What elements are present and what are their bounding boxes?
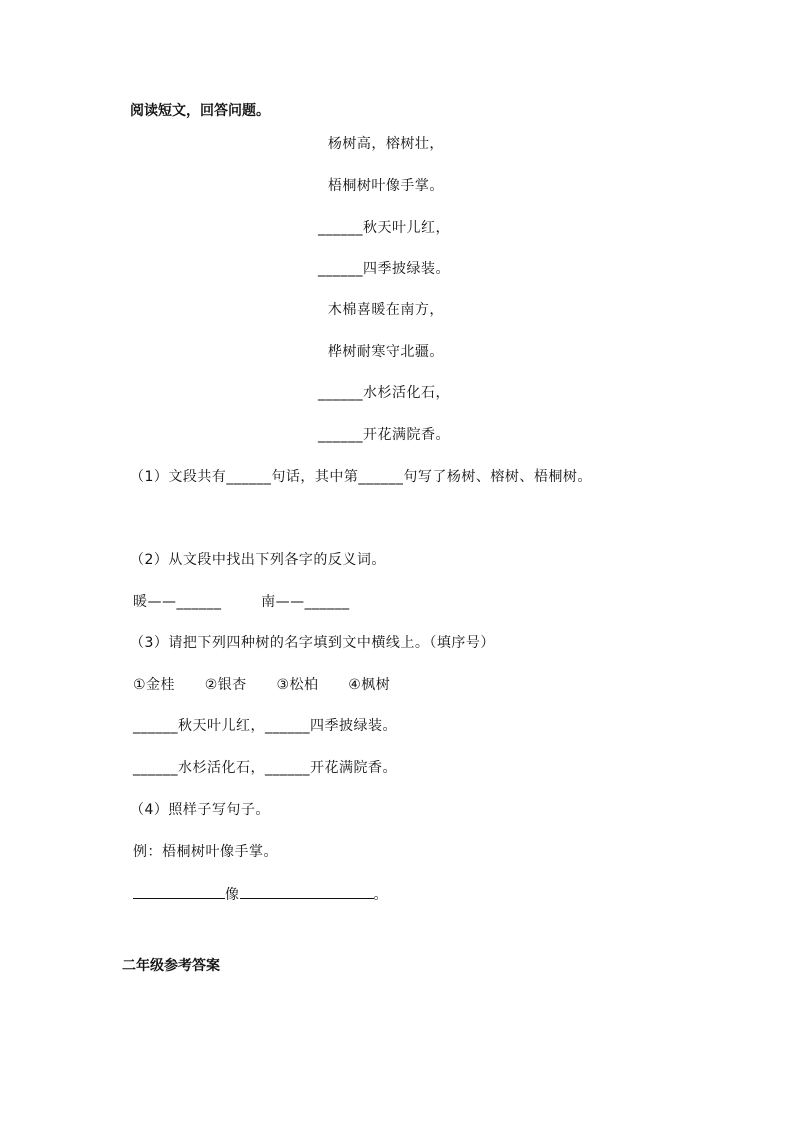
poem-line-6: 桦树耐寒守北疆。	[318, 344, 444, 360]
poem-line-3: ______秋天叶儿红，	[318, 220, 450, 236]
fill-middle-text: 像	[225, 887, 240, 903]
fill-end-text: 。	[373, 887, 388, 903]
poem-line-1: 杨树高，榕树壮，	[318, 136, 444, 152]
answer-heading: 二年级参考答案	[122, 958, 220, 974]
question-3-fill-line-2: ______水杉活化石，______开花满院香。	[133, 760, 397, 776]
poem-line-7: ______水杉活化石，	[318, 385, 450, 401]
question-1: （1）文段共有______句话，其中第______句写了杨树、榕树、梧桐树。	[130, 469, 592, 485]
question-2-items: 暖——______ 南——______	[133, 594, 350, 610]
reading-heading: 阅读短文，回答问题。	[130, 103, 270, 119]
answer-blank	[133, 884, 225, 899]
question-3: （3）请把下列四种树的名字填到文中横线上。（填序号）	[130, 635, 495, 651]
poem-line-8: ______开花满院香。	[318, 427, 450, 443]
poem-line-4: ______四季披绿装。	[318, 261, 450, 277]
question-4-fill-line	[133, 884, 388, 905]
question-4: （4）照样子写句子。	[130, 802, 270, 818]
question-2: （2）从文段中找出下列各字的反义词。	[130, 552, 386, 568]
answer-blank	[240, 884, 374, 899]
poem-line-2: 梧桐树叶像手掌。	[318, 178, 444, 194]
question-4-example: 例：梧桐树叶像手掌。	[133, 844, 278, 860]
poem-line-5: 木棉喜暖在南方，	[318, 302, 444, 318]
question-3-fill-line-1: ______秋天叶儿红，______四季披绿装。	[133, 718, 397, 734]
question-3-options: ①金桂 ②银杏 ③松柏 ④枫树	[133, 677, 391, 693]
